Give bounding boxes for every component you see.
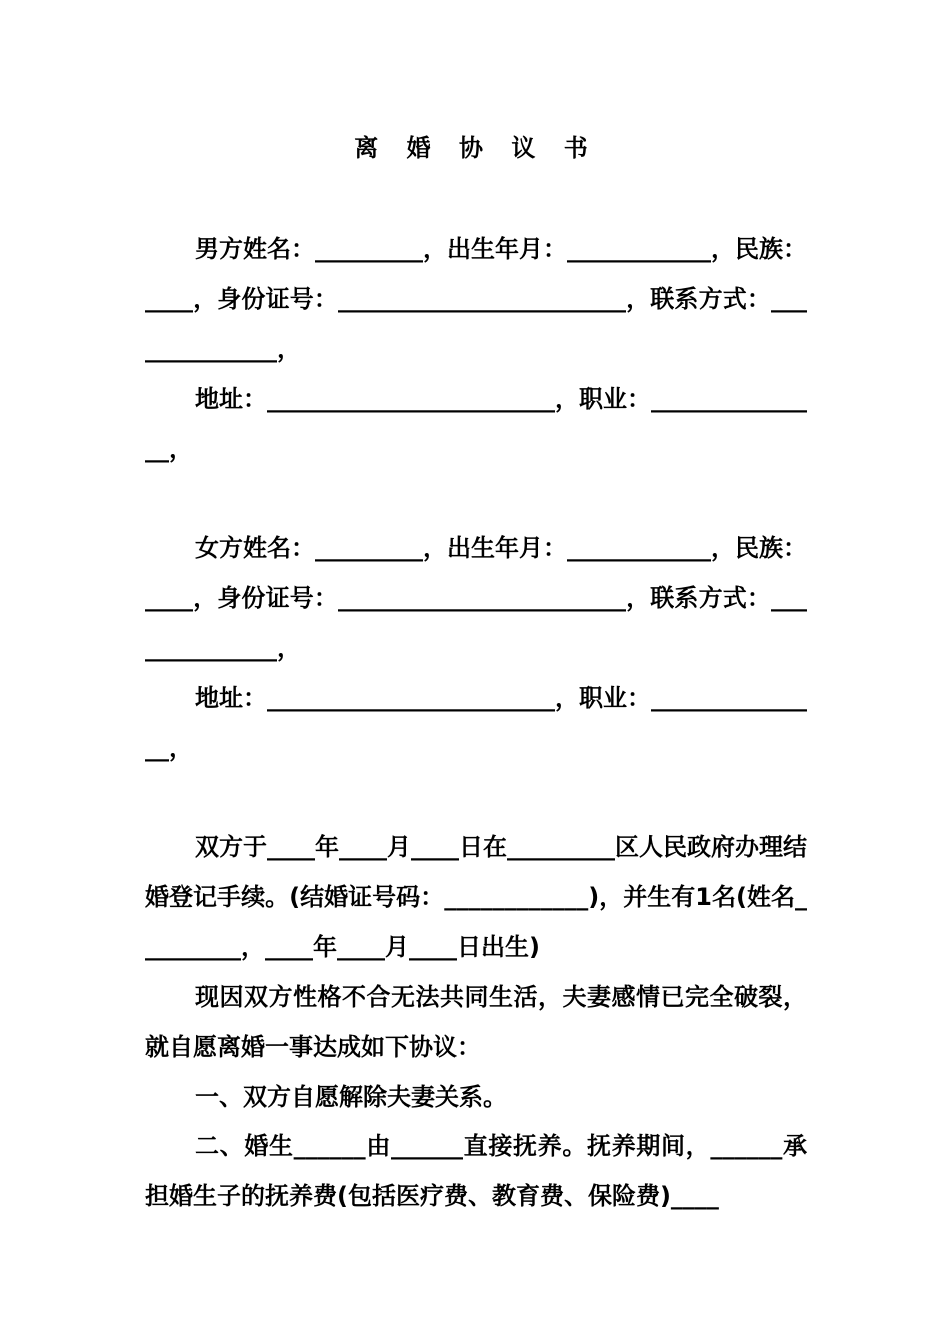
male-address-paragraph: 地址：________________________，职业：_______________，: [145, 385, 807, 463]
female-address-paragraph: 地址：________________________，职业：_______________，: [145, 684, 807, 762]
female-info-paragraph: 女方姓名：_________，出生年月：____________，民族：____，身份证号：________________________，联系方式：______________，: [145, 534, 807, 662]
document-title: 离 婚 协 议 书: [354, 134, 598, 162]
male-info-paragraph: 男方姓名：_________，出生年月：____________，民族：____，身份证号：________________________，联系方式：______________，: [145, 235, 807, 363]
marriage-info-paragraph: 双方于____年____月____日在_________区人民政府办理结婚登记手续。(结婚证号码：____________)，并生有1名(姓名_________，____年____月____日出生): [145, 833, 807, 961]
divorce-reason-paragraph: 现因双方性格不合无法共同生活，夫妻感情已完全破裂，就自愿离婚一事达成如下协议：: [145, 983, 807, 1061]
clause-two: 二、婚生______由______直接抚养。抚养期间，______承担婚生子的抚养费(包括医疗费、教育费、保险费)____: [145, 1132, 807, 1210]
clause-one: 一、双方自愿解除夫妻关系。: [195, 1083, 507, 1111]
